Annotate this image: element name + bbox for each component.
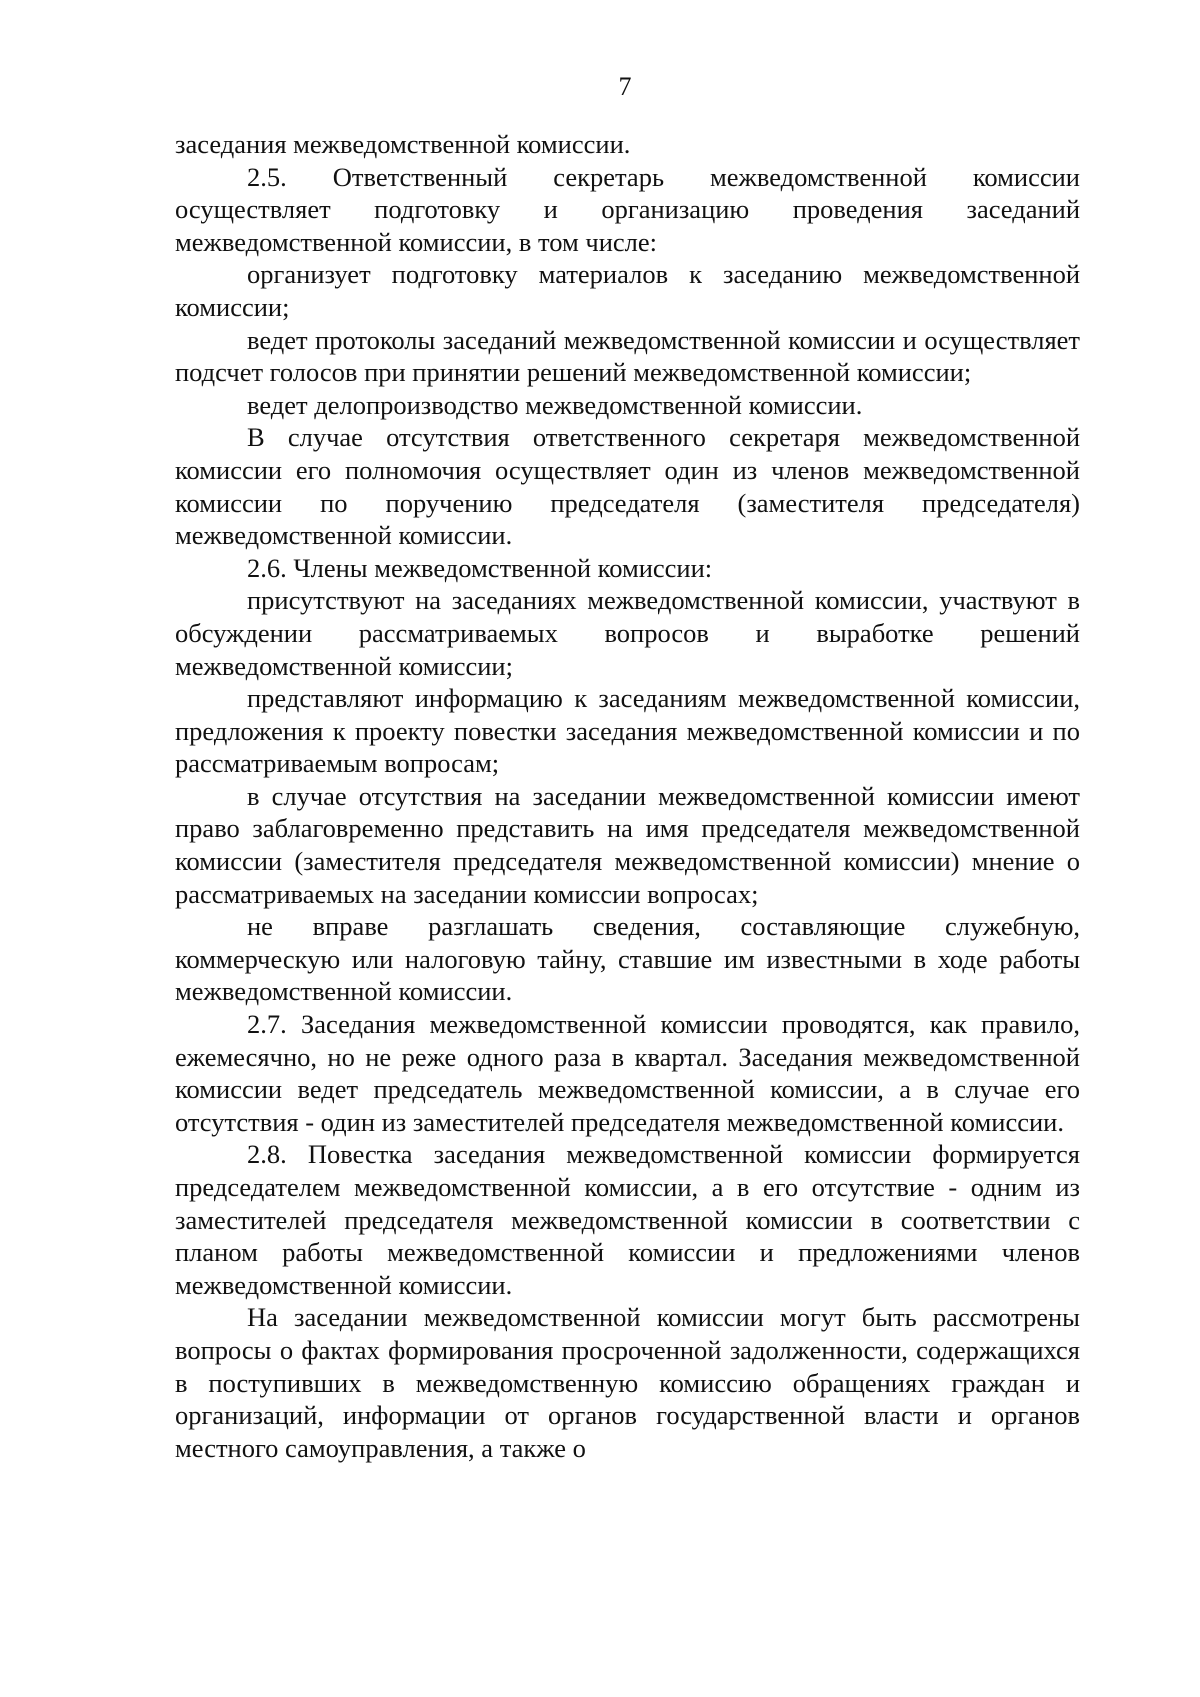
document-body xyxy=(175,128,1080,1464)
paragraph: заседания межведомственной комиссии. xyxy=(175,129,631,159)
paragraph: ведет протоколы заседаний межведомственной комиссии и осуществляет подсчет голосов при принятии решений межведомственной комиссии; xyxy=(175,324,1080,388)
paragraph: 2.7. Заседания межведомственной комиссии проводятся, как правило, ежемесячно, но не реже одного раза в квартал. Заседания межведомственной комиссии ведет председатель межведомственной комиссии, а в случае его отсутствия - один из заместителей председателя межведомственной комиссии. xyxy=(175,1009,1080,1137)
paragraph: На заседании межведомственной комиссии могут быть рассмотрены вопросы о фактах формирования просроченной задолженности, содержащихся в поступивших в межведомственную комиссию обращениях граждан и организаций, информации от органов государственной власти и органов местного самоуправления, а также о xyxy=(175,1302,1080,1463)
paragraph: присутствуют на заседаниях межведомственной комиссии, участвуют в обсуждении рассматриваемых вопросов и выработке решений межведомственной комиссии; xyxy=(175,585,1080,681)
paragraph: не вправе разглашать сведения, составляющие служебную, коммерческую или налоговую тайну, ставшие им известными в ходе работы межведомственной комиссии. xyxy=(175,911,1080,1007)
paragraph: 2.8. Повестка заседания межведомственной комиссии формируется председателем межведомственной комиссии, а в его отсутствие - одним из заместителей председателя межведомственной комиссии в соответствии с планом работы межведомственной комиссии и предложениями членов межведомственной комиссии. xyxy=(175,1139,1080,1300)
paragraph: 2.5. Ответственный секретарь межведомственной комиссии осуществляет подготовку и организацию проведения заседаний межведомственной комиссии, в том числе: xyxy=(175,161,1080,257)
paragraph: в случае отсутствия на заседании межведомственной комиссии имеют право заблаговременно представить на имя председателя межведомственной комиссии (заместителя председателя межведомственной комиссии) мнение о рассматриваемых на заседании комиссии вопросах; xyxy=(175,780,1080,909)
paragraph: представляют информацию к заседаниям межведомственной комиссии, предложения к проекту повестки заседания межведомственной комиссии и по рассматриваемым вопросам; xyxy=(175,683,1080,779)
paragraph: ведет делопроизводство межведомственной комиссии. xyxy=(247,389,863,420)
paragraph: организует подготовку материалов к заседанию межведомственной комиссии; xyxy=(175,259,1080,322)
paragraph: 2.6. Члены межведомственной комиссии: xyxy=(247,552,713,583)
paragraph: В случае отсутствия ответственного секретаря межведомственной комиссии его полномочия осуществляет один из членов межведомственной комиссии по поручению председателя (заместителя председателя) межведомственной комиссии. xyxy=(175,422,1080,551)
page-number: 7 xyxy=(618,72,632,101)
